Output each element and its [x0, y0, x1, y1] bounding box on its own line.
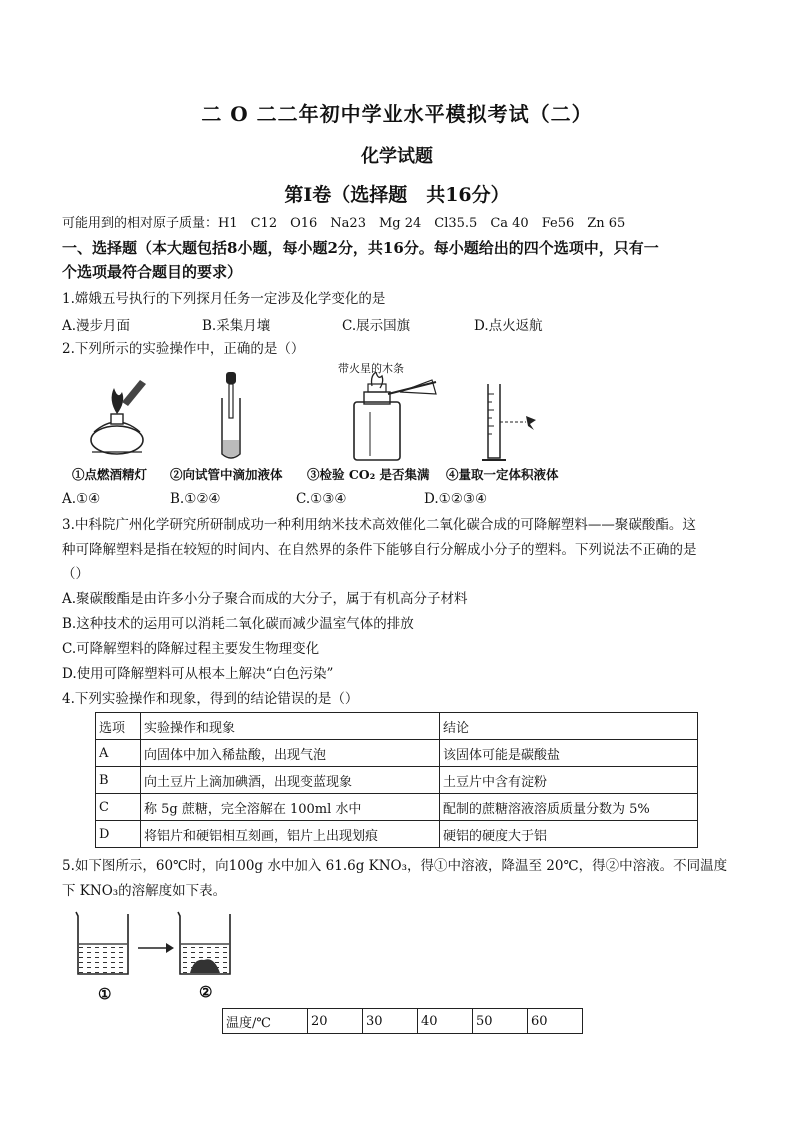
subject-title: 化学试题 — [361, 146, 433, 167]
table-cell: 土豆片中含有淀粉 — [440, 767, 698, 794]
table-cell: 该固体可能是碳酸盐 — [440, 740, 698, 767]
table-cell: 向固体中加入稀盐酸，出现气泡 — [141, 740, 440, 767]
table-cell: 硬铝的硬度大于铝 — [440, 821, 698, 848]
table-row — [96, 821, 698, 848]
q3-option-b: B.这种技术的运用可以消耗二氧化碳而减少温室气体的排放 — [62, 616, 414, 632]
q4-table — [95, 712, 698, 848]
table-cell: 向土豆片上滴加碘酒，出现变蓝现象 — [141, 767, 440, 794]
q3-option-c: C.可降解塑料的降解过程主要发生物理变化 — [62, 641, 320, 657]
q3-stem-line2: 种可降解塑料是指在较短的时间内、在自然界的条件下能够自行分解成小分子的塑料。下列说法不正确的是 — [62, 542, 697, 558]
table-cell: A — [96, 740, 141, 767]
beakers-figure — [70, 910, 240, 980]
table-cell: 配制的蔗糖溶液溶质质量分数为 5% — [440, 794, 698, 821]
q5-solubility-table — [222, 1008, 583, 1034]
beaker-label-2: ② — [199, 983, 213, 1001]
table-cell: 50 — [473, 1009, 528, 1034]
table-cell: D — [96, 821, 141, 848]
q3-stem-line1: 3.中科院广州化学研究所研制成功一种利用纳米技术高效催化二氧化碳合成的可降解塑料——聚碳酸酯。这 — [62, 517, 696, 533]
q2-option-c: C.①③④ — [296, 491, 347, 507]
table-header-cell: 结论 — [440, 713, 698, 740]
alcohol-lamp-figure — [72, 372, 162, 462]
q5-stem-line2: 下 KNO₃的溶解度如下表。 — [62, 883, 227, 899]
q2-option-d: D.①②③④ — [424, 491, 488, 507]
q2-fig-label-4: ④量取一定体积液体 — [446, 467, 559, 482]
table-row — [96, 794, 698, 821]
q1-option-a: A.漫步月面 — [62, 318, 131, 334]
q1-stem: 1.嫦娥五号执行的下列探月任务一定涉及化学变化的是 — [62, 291, 386, 307]
section-heading-line2: 个选项最符合题目的要求） — [62, 263, 243, 281]
table-cell: B — [96, 767, 141, 794]
q2-fig-label-2: ②向试管中滴加液体 — [170, 467, 283, 482]
table-header-cell: 实验操作和现象 — [141, 713, 440, 740]
table-cell: C — [96, 794, 141, 821]
table-row — [96, 767, 698, 794]
table-cell: 称 5g 蔗糖，完全溶解在 100ml 水中 — [141, 794, 440, 821]
exam-title: 二 O 二二年初中学业水平模拟考试（二） — [201, 102, 593, 126]
q5-stem-line1: 5.如下图所示，60℃时，向100g 水中加入 61.6g KNO₃，得①中溶液，降温至 20℃，得②中溶液。不同温度 — [62, 858, 728, 874]
q2-fig-label-1: ①点燃酒精灯 — [72, 467, 148, 482]
table-row — [223, 1009, 583, 1034]
table-row — [96, 740, 698, 767]
q1-option-d: D.点火返航 — [474, 318, 543, 334]
q3-option-d: D.使用可降解塑料可从根本上解决“白色污染” — [62, 666, 334, 682]
q2-fig-top-label: 带火星的木条 — [338, 362, 404, 375]
q3-stem-line3: （） — [62, 566, 89, 582]
q4-stem: 4.下列实验操作和现象，得到的结论错误的是（） — [62, 691, 359, 707]
q1-option-c: C.展示国旗 — [342, 318, 411, 334]
q1-option-b: B.采集月壤 — [202, 318, 271, 334]
q2-option-a: A.①④ — [62, 491, 101, 507]
q2-fig-label-3: ③检验 CO₂ 是否集满 — [307, 467, 430, 482]
q3-option-a: A.聚碳酸酯是由许多小分子聚合而成的大分子，属于有机高分子材料 — [62, 591, 468, 607]
table-cell: 将铝片和硬铝相互刻画，铝片上出现划痕 — [141, 821, 440, 848]
q2-option-b: B.①②④ — [170, 491, 221, 507]
test-tube-dropper-figure — [208, 368, 258, 464]
volume-title: 第Ⅰ卷（选择题 共16分） — [284, 184, 510, 206]
table-cell: 60 — [528, 1009, 583, 1034]
table-header-cell: 选项 — [96, 713, 141, 740]
table-cell: 温度/℃ — [223, 1009, 308, 1034]
graduated-cylinder-figure — [470, 380, 550, 464]
co2-check-figure — [340, 372, 440, 464]
atomic-masses: 可能用到的相对原子质量：H1 C12 O16 Na23 Mg 24 Cl35.5 Ca 40 Fe56 Zn 65 — [62, 216, 626, 231]
table-row — [96, 713, 698, 740]
q2-stem: 2.下列所示的实验操作中，正确的是（） — [62, 341, 305, 357]
section-heading-line1: 一、选择题（本大题包括8小题，每小题2分，共16分。每小题给出的四个选项中，只有一 — [62, 239, 659, 257]
table-cell: 20 — [308, 1009, 363, 1034]
table-cell: 30 — [363, 1009, 418, 1034]
beaker-label-1: ① — [98, 985, 112, 1003]
table-cell: 40 — [418, 1009, 473, 1034]
